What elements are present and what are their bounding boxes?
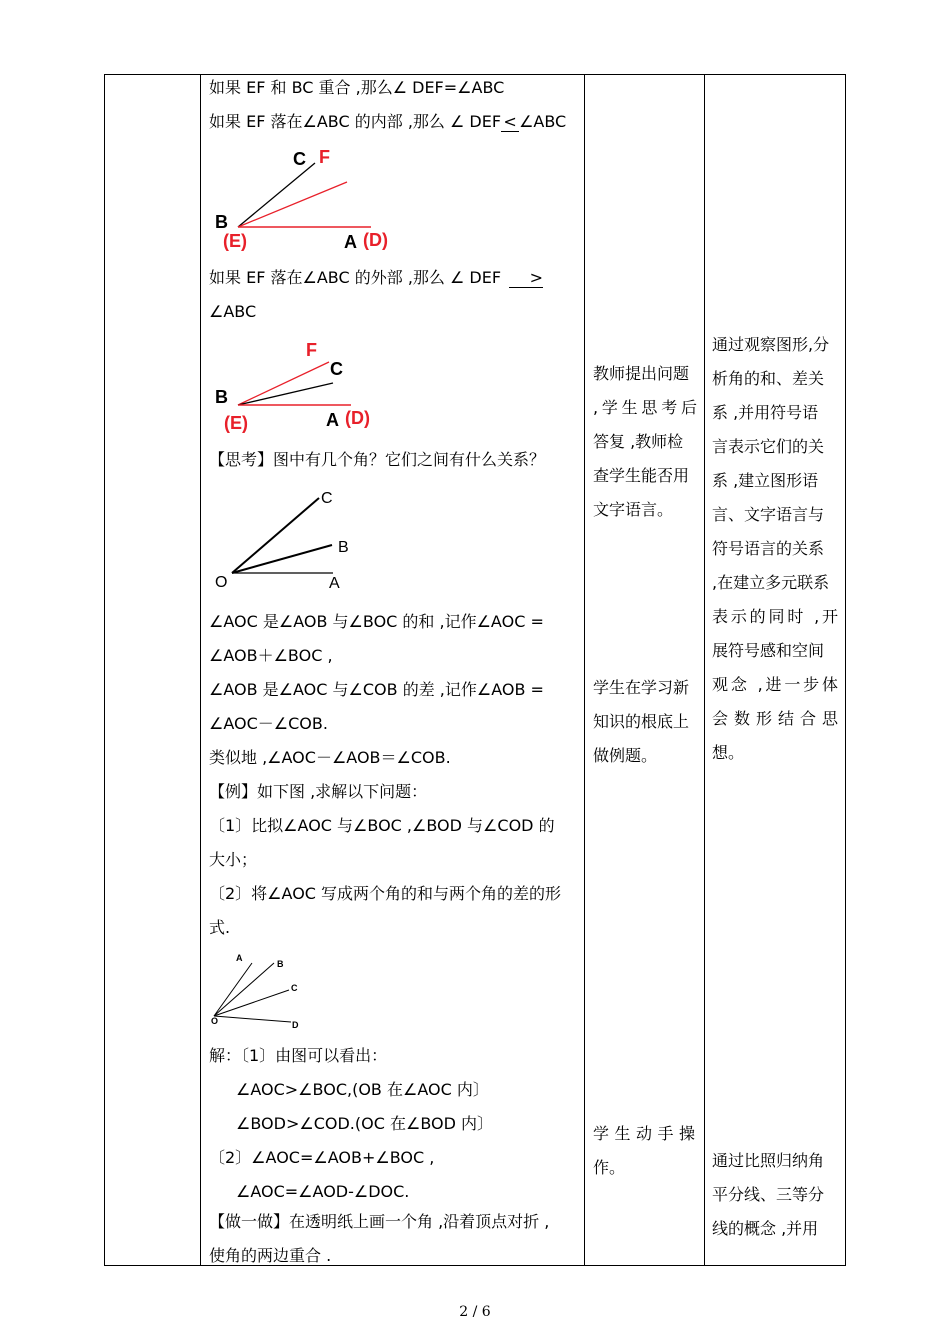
text-line: 〔1〕比拟∠AOC 与∠BOC ,∠BOD 与∠COD 的 — [209, 816, 555, 835]
label-a: A — [236, 953, 243, 963]
figure-angle-inside — [205, 140, 405, 256]
answer-blank: > — [509, 269, 543, 288]
ray-oa — [214, 963, 252, 1016]
text-line: 使角的两边重合 . — [209, 1246, 332, 1265]
text-line: 文字语言。 — [593, 500, 674, 519]
label-e: (E) — [224, 413, 248, 433]
text-line: 观念 ,进一步体 — [712, 675, 838, 694]
label-a: A — [326, 410, 339, 430]
text-line: 〔2〕将∠AOC 写成两个角的和与两个角的差的形 — [209, 884, 562, 903]
intent-block — [712, 328, 838, 770]
label-d: (D) — [363, 230, 388, 250]
text-line: 通过观察图形,分 — [712, 335, 830, 354]
label-c: C — [291, 983, 298, 993]
ray-od — [214, 1016, 291, 1022]
label-c: C — [330, 359, 343, 379]
answer-blank: < — [501, 113, 519, 132]
text-line: 言表示它们的关 — [712, 437, 825, 456]
text-line: 学生在学习新 — [593, 678, 690, 697]
text-line: 【做一做】在透明纸上画一个角 ,沿着顶点对折 , — [209, 1212, 550, 1231]
ray-bc — [238, 163, 315, 227]
text-segment: ∠ABC — [519, 112, 567, 131]
text-line: 展符号感和空间 — [712, 641, 825, 660]
activity-block — [593, 1117, 695, 1185]
ray-ef — [238, 362, 329, 405]
text-line: 系 ,建立图形语 — [712, 471, 819, 490]
text-line: 【例】如下图 ,求解以下问题： — [209, 782, 428, 801]
text-line: 线的概念 ,并用 — [712, 1219, 819, 1238]
figure-angle-sum — [205, 484, 365, 596]
label-b: B — [215, 387, 228, 407]
figure-angle-outside — [205, 334, 405, 436]
column-divider — [200, 75, 201, 1265]
text-line: 系 ,并用符号语 — [712, 403, 819, 422]
label-f: F — [306, 340, 317, 360]
column-divider — [704, 75, 705, 1265]
intent-block — [712, 1144, 838, 1246]
text-line: 大小； — [209, 850, 258, 869]
figure-four-rays — [205, 948, 315, 1034]
text-line: 会数形结合思 — [712, 709, 838, 728]
text-line: 类似地 ,∠AOC－∠AOB＝∠COB. — [209, 748, 451, 767]
text-line: ∠AOC－∠COB. — [209, 714, 328, 733]
text-line: ∠AOB＋∠BOC , — [209, 646, 333, 665]
text-line: 想。 — [712, 743, 745, 762]
text-line: 析角的和、差关 — [712, 369, 825, 388]
text-line — [209, 268, 543, 288]
text-line: 解：〔1〕由图可以看出： — [209, 1046, 388, 1065]
text-line: ,学生思考后 — [593, 398, 697, 417]
text-line: 符号语言的关系 — [712, 539, 825, 558]
text-line — [209, 112, 566, 132]
text-line: 通过比照归纳角 — [712, 1151, 825, 1170]
label-e: (E) — [223, 231, 247, 251]
text-line: 知识的根底上 — [593, 712, 690, 731]
text-line: 答复 ,教师检 — [593, 432, 684, 451]
label-d: D — [292, 1020, 299, 1030]
text-line: ∠BOD>∠COD.(OC 在∠BOD 内〕 — [236, 1114, 494, 1133]
label-b: B — [215, 212, 228, 232]
text-line: ∠AOC>∠BOC,(OB 在∠AOC 内〕 — [236, 1080, 489, 1099]
label-o: O — [211, 1016, 219, 1026]
text-line: 作。 — [593, 1158, 626, 1177]
activity-block — [593, 671, 697, 773]
label-b: B — [338, 539, 349, 556]
text-line: 学生动手操 — [593, 1124, 695, 1143]
column-divider — [584, 75, 585, 1265]
text-line: 言、文字语言与 — [712, 505, 825, 524]
text-segment: 如果 EF 落在∠ABC 的外部 ,那么 ∠ DEF — [209, 268, 502, 287]
label-a: A — [344, 232, 357, 252]
ray-ef — [238, 182, 347, 227]
text-segment: 如果 EF 落在∠ABC 的内部 ,那么 ∠ DEF — [209, 112, 502, 131]
text-line: ∠AOB 是∠AOC 与∠COB 的差 ,记作∠AOB = — [209, 680, 544, 699]
activity-block — [593, 357, 697, 527]
label-a: A — [329, 575, 340, 592]
text-line: ∠ABC — [209, 302, 257, 321]
text-line: 做例题。 — [593, 746, 658, 765]
text-line: 平分线、三等分 — [712, 1185, 825, 1204]
ray-bc — [238, 383, 333, 405]
text-line: 如果 EF 和 BC 重合 ,那么∠ DEF=∠ABC — [209, 78, 505, 97]
page-number: 2 / 6 — [459, 1304, 491, 1320]
text-line: ∠AOC 是∠AOB 与∠BOC 的和 ,记作∠AOC = — [209, 612, 544, 631]
ray-oc — [214, 990, 289, 1016]
text-line: 表示的同时 ,开 — [712, 607, 838, 626]
text-line: 教师提出问题 — [593, 364, 690, 383]
text-line: ,在建立多元联系 — [712, 573, 830, 592]
label-f: F — [319, 147, 330, 167]
text-line: 查学生能否用 — [593, 466, 690, 485]
label-d: (D) — [345, 408, 370, 428]
label-c: C — [321, 490, 333, 507]
label-c: C — [293, 149, 306, 169]
text-line: 〔2〕∠AOC=∠AOB+∠BOC , — [209, 1148, 435, 1167]
label-o: O — [215, 574, 228, 591]
text-line: ∠AOC=∠AOD-∠DOC. — [236, 1182, 410, 1201]
text-line: 式. — [209, 918, 231, 937]
ray-ob — [214, 963, 274, 1016]
label-b: B — [277, 959, 284, 969]
text-line: 【思考】图中有几个角？它们之间有什么关系？ — [209, 450, 546, 469]
